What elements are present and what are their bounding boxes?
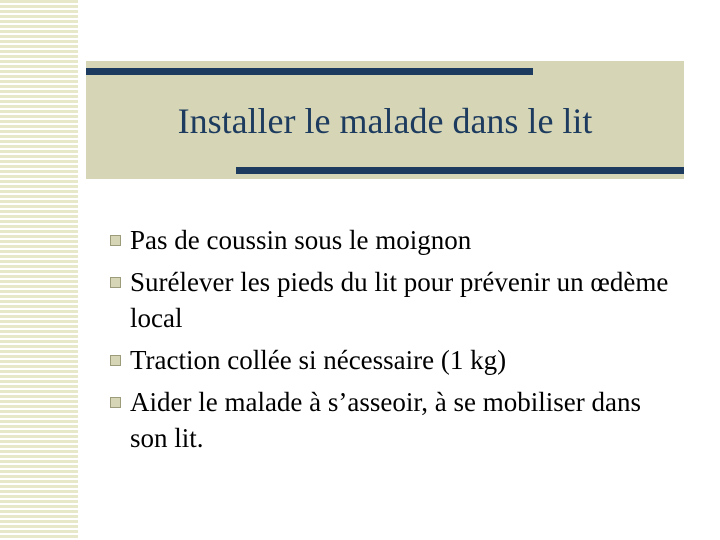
square-bullet-icon [110,235,121,246]
bullet-item [130,384,670,456]
bullet-list [130,222,670,462]
title-rule-bottom [236,167,684,174]
bullet-item [130,264,670,336]
square-bullet-icon [110,277,121,288]
bullet-item [130,222,670,258]
title-rule-top [86,68,533,75]
square-bullet-icon [110,397,121,408]
slide-title: Installer le malade dans le lit [177,101,593,141]
square-bullet-icon [110,355,121,366]
bullet-text: Aider le malade à s’asseoir, à se mobiliser dans son lit. [130,387,641,453]
bullet-item [130,342,670,378]
bullet-text: Traction collée si nécessaire (1 kg) [130,345,507,375]
bullet-text: Pas de coussin sous le moignon [130,225,472,255]
decorative-stripes [0,0,78,540]
bullet-text: Surélever les pieds du lit pour prévenir un œdème local [130,267,669,333]
